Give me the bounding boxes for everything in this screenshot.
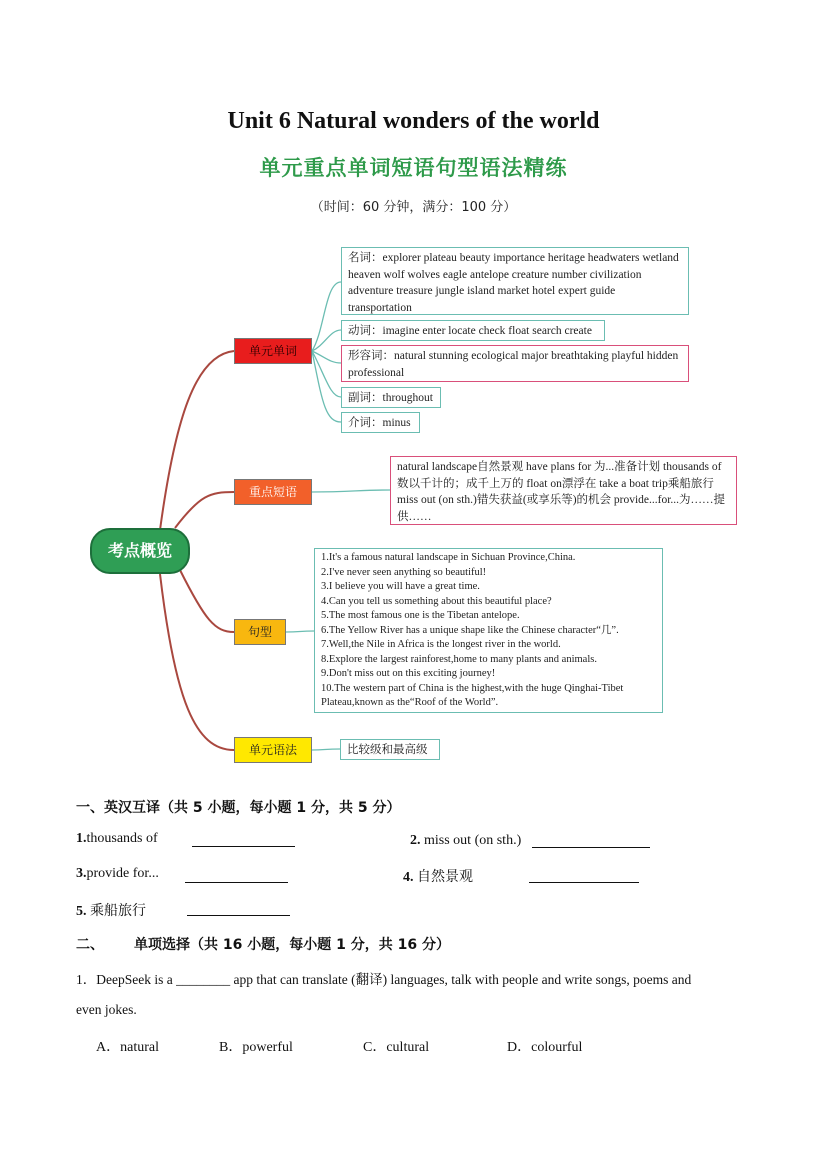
branch-grammar: 单元语法 (234, 737, 312, 763)
branch-words-label: 单元单词 (248, 344, 297, 358)
answer-blank-1[interactable] (192, 833, 295, 847)
branch-words (234, 338, 312, 364)
branch-phrases: 重点短语 (234, 479, 312, 505)
q1-option-b[interactable]: B．powerful (219, 1040, 293, 1055)
grammar-box: 比较级和最高级 (340, 739, 440, 760)
nouns-box: 名词：explorer plateau beauty importance heritage headwaters wetland heaven wolf wolves eagle antelope creature number civilization adventure treasure jungle island market hotel expert guide transportation (341, 247, 689, 315)
prepositions-box: 介词：minus (341, 412, 420, 433)
sentences-box (314, 548, 663, 713)
connector-phrase-box (312, 490, 390, 492)
connector-sentences (180, 570, 234, 632)
s1-text: 乘船旅行 (90, 904, 146, 919)
connector-adjectives (312, 351, 341, 363)
phrases-box: natural landscape自然景观 have plans for 为...准备计划 thousands of 数以千计的；成千上万的 float on漂浮在 take a boat trip乘船旅行 miss out (on sth.)错失获益(或享乐等)的机会 provide...for...为……提供…… (390, 456, 737, 525)
connector-prepositions (312, 351, 341, 422)
q1-stem: 1．DeepSeek is a ________ app that can translate (翻译) languages, talk with people and write songs, poems and (76, 972, 692, 987)
sentence-item: 8.Explore the largest rainforest,home to many plants and animals. (321, 653, 597, 665)
q1-stem-cont: even jokes. (76, 1002, 137, 1017)
page-title: Unit 6 Natural wonders of the world (227, 108, 600, 134)
s1-num: 2. (410, 833, 421, 848)
sentence-item: 6.The Yellow River has a unique shape like the Chinese character“几”. (321, 624, 619, 636)
answer-blank-2[interactable] (532, 834, 650, 848)
verbs-box: 动词：imagine enter locate check float search create (341, 320, 605, 341)
sentence-item: 7.Well,the Nile in Africa is the longest river in the world. (321, 639, 561, 650)
s1-num: 4. (403, 870, 414, 885)
s1-num: 5. (76, 904, 87, 919)
s1-text: provide for... (86, 866, 159, 881)
sentence-item: 1.It's a famous natural landscape in Sichuan Province,China. (321, 552, 576, 563)
connector-sentence-box (286, 631, 314, 632)
s1-item-1 (76, 831, 158, 847)
q1-option-c[interactable]: C．cultural (363, 1040, 430, 1055)
sentence-item: 5.The most famous one is the Tibetan antelope. (321, 610, 520, 621)
connector-phrases (175, 492, 234, 528)
answer-blank-3[interactable] (185, 869, 288, 883)
s1-text: thousands of (86, 831, 158, 846)
s1-item-2 (410, 833, 521, 849)
branch-sentences: 句型 (234, 619, 286, 645)
adverbs-box: 副词：throughout (341, 387, 441, 408)
s1-num: 1. (76, 831, 87, 846)
sentence-item: 3.I believe you will have a great time. (321, 581, 480, 592)
time-info: （时间：60 分钟，满分：100 分） (310, 200, 517, 215)
section2-heading-num: 二、 (76, 937, 104, 953)
answer-blank-5[interactable] (187, 902, 290, 916)
section1-heading: 一、英汉互译（共 5 小题，每小题 1 分，共 5 分） (76, 800, 401, 816)
s1-item-3 (76, 866, 159, 882)
sentence-item: 4.Can you tell us something about this beautiful place? (321, 595, 552, 607)
sentence-item: 10.The western part of China is the highest,with the huge Qinghai-Tibet Plateau,known as the“Roof of the World”. (321, 682, 624, 708)
s1-text: 自然景观 (417, 870, 473, 885)
q1-option-a[interactable]: A．natural (96, 1040, 159, 1055)
adjectives-box: 形容词：natural stunning ecological major breathtaking playful hidden professional (341, 345, 689, 382)
s1-num: 3. (76, 866, 87, 881)
s1-item-4 (403, 866, 473, 886)
mindmap-center: 考点概览 (90, 528, 190, 574)
connector-nouns (312, 282, 341, 351)
s1-item-5 (76, 900, 146, 920)
section2-heading: 单项选择（共 16 小题，每小题 1 分，共 16 分） (134, 937, 450, 953)
s1-text: miss out (on sth.) (424, 833, 522, 848)
page-subtitle: 单元重点单词短语句型语法精练 (259, 156, 568, 180)
connector-grammar-box (312, 749, 340, 750)
sentence-item: 2.I've never seen anything so beautiful! (321, 566, 487, 578)
answer-blank-4[interactable] (529, 869, 639, 883)
sentence-item: 9.Don't miss out on this exciting journey! (321, 668, 496, 679)
q1-option-d[interactable]: D．colourful (507, 1040, 583, 1055)
